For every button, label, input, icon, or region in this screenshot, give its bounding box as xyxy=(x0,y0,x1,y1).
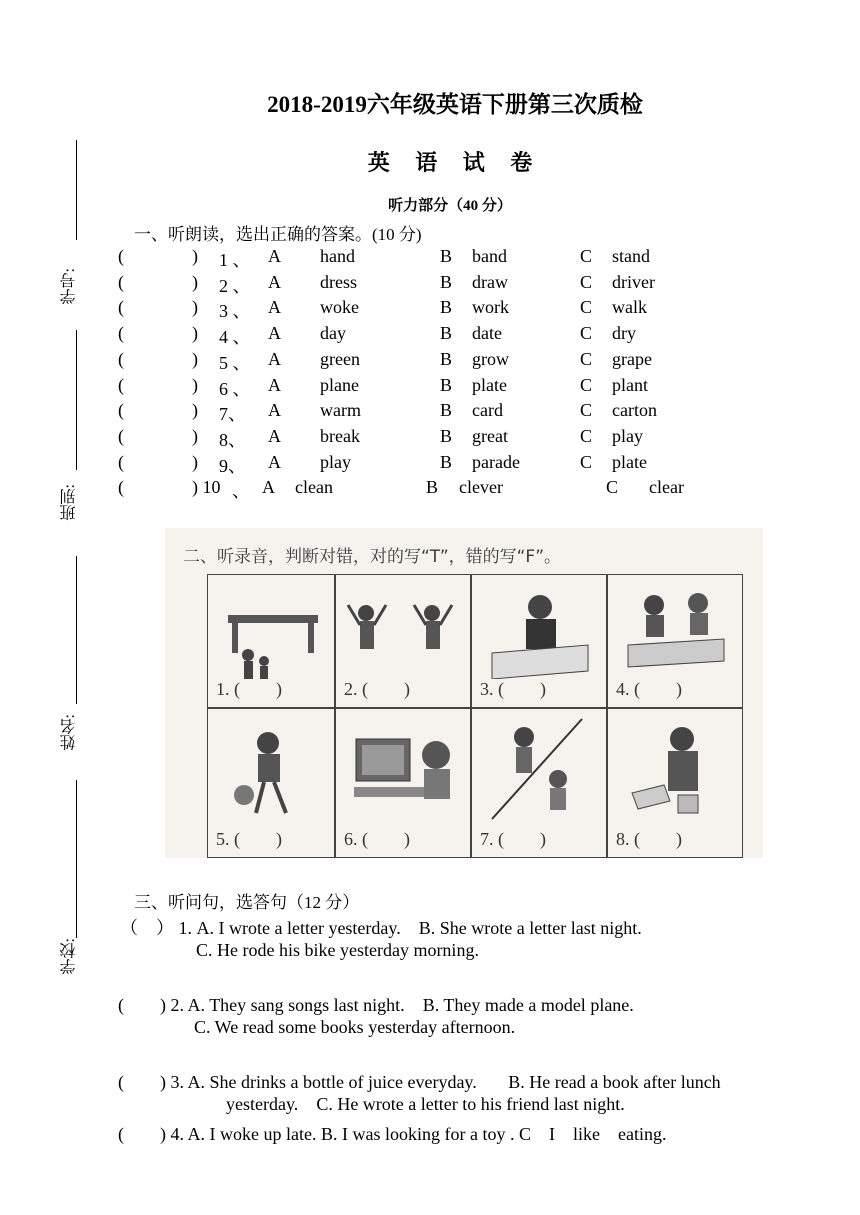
s1-c-word: grape xyxy=(612,348,652,369)
man-reading-letter-icon xyxy=(608,709,744,829)
s1-close: ) xyxy=(192,271,198,292)
s1-c: C xyxy=(580,297,593,318)
s1-a: A xyxy=(268,348,281,369)
boy-basketball-icon xyxy=(208,709,336,829)
s3-question-1 xyxy=(120,914,642,940)
answer-blank[interactable]: ( xyxy=(118,246,124,266)
picture-answer-blank[interactable]: 3. ( ) xyxy=(480,679,546,699)
option-a: A. I wrote a letter yesterday. xyxy=(196,918,401,938)
s1-b-word: clever xyxy=(459,477,503,498)
s1-c-word: carton xyxy=(612,400,657,421)
s1-num: 6 、 xyxy=(219,378,251,399)
s1-a: A xyxy=(268,246,281,266)
answer-blank[interactable]: ( xyxy=(118,425,124,446)
park-gate-family-icon xyxy=(208,575,336,679)
school-label: 学校: xyxy=(61,938,78,975)
answer-blank[interactable]: ( ) xyxy=(118,1124,166,1144)
question-number: 3. xyxy=(170,1072,184,1092)
picture-answer-blank[interactable]: 6. ( ) xyxy=(344,829,410,849)
s1-a-word: play xyxy=(320,451,351,472)
s1-a: A xyxy=(262,477,275,498)
s1-a: A xyxy=(268,297,281,318)
s1-c: C xyxy=(580,400,593,421)
option-b: B. They made a model plane. xyxy=(422,995,634,1015)
s1-num: 3 、 xyxy=(219,301,251,322)
answer-blank[interactable]: ( ) xyxy=(118,995,166,1015)
s1-num: 4 、 xyxy=(219,327,251,348)
option-a: A. I woke up late. xyxy=(187,1124,317,1144)
answer-blank[interactable]: ( xyxy=(118,271,124,292)
margin-line-1 xyxy=(76,140,77,240)
s3-question-4 xyxy=(118,1120,666,1146)
picture-answer-blank[interactable]: 1. ( ) xyxy=(216,679,282,699)
s1-c: C xyxy=(580,451,593,472)
picture-grid xyxy=(207,574,743,864)
women-at-table-icon xyxy=(608,575,744,679)
picture-answer-blank[interactable]: 8. ( ) xyxy=(616,829,682,849)
s1-c-word: driver xyxy=(612,271,655,292)
picture-answer-blank[interactable]: 5. ( ) xyxy=(216,829,282,849)
s1-c: C xyxy=(580,271,593,292)
name-label: 姓名: xyxy=(61,714,78,751)
s1-c-word: plate xyxy=(612,451,647,472)
s1-c-word: dry xyxy=(612,323,636,344)
option-b: B. I was looking for a toy . xyxy=(320,1124,515,1144)
option-b: B. He read a book after lunch xyxy=(508,1072,721,1092)
s1-b: B xyxy=(440,246,453,266)
s1-a: A xyxy=(268,374,281,395)
picture-cell xyxy=(607,708,743,858)
listening-part-heading: 听力部分（40 分） xyxy=(388,198,512,214)
option-c: C. We read some books yesterday afternoon. xyxy=(194,1017,516,1037)
s1-close: ) xyxy=(192,425,198,446)
s1-num: 9、 xyxy=(219,455,246,476)
answer-blank[interactable]: ( xyxy=(118,297,124,318)
s1-a: A xyxy=(268,425,281,446)
s1-a-word: day xyxy=(320,323,346,344)
s3-question-2 xyxy=(118,991,634,1017)
picture-cell xyxy=(335,708,471,858)
s1-a-word: clean xyxy=(295,477,333,498)
s3-question-3 xyxy=(118,1068,721,1094)
s1-num: 、 xyxy=(232,481,250,502)
option-b: B. She wrote a letter last night. xyxy=(418,918,642,938)
s1-question-row xyxy=(0,297,860,323)
s1-b: B xyxy=(440,451,453,472)
answer-blank[interactable]: ( xyxy=(118,374,124,395)
s1-question-row xyxy=(0,272,860,298)
option-c: C. He wrote a letter to his friend last night. xyxy=(316,1094,625,1114)
s1-close: ) xyxy=(192,323,198,344)
s1-a-word: dress xyxy=(320,271,357,292)
s1-b: B xyxy=(440,425,453,446)
s1-b: B xyxy=(440,323,453,344)
exam-title: 2018-2019六年级英语下册第三次质检 xyxy=(267,92,643,117)
s1-b: B xyxy=(440,400,453,421)
s1-b: B xyxy=(440,297,453,318)
s1-question-row xyxy=(0,349,860,375)
picture-answer-blank[interactable]: 7. ( ) xyxy=(480,829,546,849)
s1-close: ) xyxy=(192,400,198,421)
option-b-continued: yesterday. xyxy=(226,1094,299,1114)
s1-b-word: band xyxy=(472,246,507,266)
s1-b-word: work xyxy=(472,297,509,318)
s1-num: 2 、 xyxy=(219,275,251,296)
s1-c-word: clear xyxy=(649,477,684,498)
picture-answer-blank[interactable]: 4. ( ) xyxy=(616,679,682,699)
s1-a-word: green xyxy=(320,348,360,369)
s1-b: B xyxy=(426,477,439,498)
picture-section-panel xyxy=(165,528,763,858)
s1-close: ) xyxy=(192,297,198,318)
s1-c-word: play xyxy=(612,425,643,446)
picture-cell xyxy=(471,574,607,708)
s1-question-row xyxy=(0,323,860,349)
option-a: A. She drinks a bottle of juice everyday. xyxy=(187,1072,477,1092)
s1-c-word: plant xyxy=(612,374,648,395)
class-label: 班别: xyxy=(61,484,78,521)
s1-question-row xyxy=(0,477,860,503)
section2-heading: 二、听录音，判断对错，对的写“T”，错的写“F”。 xyxy=(183,547,562,567)
s1-question-row xyxy=(0,246,860,272)
medal-winners-icon xyxy=(336,575,472,679)
option-c: C. He rode his bike yesterday morning. xyxy=(196,940,479,960)
answer-blank[interactable]: ( xyxy=(118,451,124,472)
s1-a: A xyxy=(268,323,281,344)
s1-c: C xyxy=(580,246,593,266)
s1-num: 5 、 xyxy=(219,352,251,373)
s1-num: 7、 xyxy=(219,404,246,425)
s1-a-word: woke xyxy=(320,297,359,318)
s1-question-row xyxy=(0,452,860,478)
s1-c: C xyxy=(580,374,593,395)
s1-b-word: great xyxy=(472,425,508,446)
s1-num: 1 、 xyxy=(219,250,251,270)
question-number: 4. xyxy=(170,1124,184,1144)
picture-cell xyxy=(471,708,607,858)
question-number: 2. xyxy=(170,995,184,1015)
s1-close: ) xyxy=(192,374,198,395)
s1-c: C xyxy=(580,425,593,446)
picture-cell xyxy=(207,708,335,858)
s1-close: ) xyxy=(192,348,198,369)
s1-c-word: stand xyxy=(612,246,650,266)
s1-b-word: grow xyxy=(472,348,509,369)
answer-blank[interactable]: ( xyxy=(118,348,124,369)
exam-subtitle: 英 语 试 卷 xyxy=(367,150,543,175)
s1-c: C xyxy=(606,477,619,498)
s1-a-word: warm xyxy=(320,400,361,421)
s3-question-3-cont xyxy=(226,1094,625,1115)
s1-c-word: walk xyxy=(612,297,647,318)
s1-question-row xyxy=(0,375,860,401)
boy-computer-icon xyxy=(336,709,472,829)
s1-b: B xyxy=(440,348,453,369)
s1-close: ) xyxy=(192,246,198,266)
picture-cell xyxy=(335,574,471,708)
option-a: A. They sang songs last night. xyxy=(187,995,405,1015)
s1-a-word: break xyxy=(320,425,360,446)
woman-writing-icon xyxy=(472,575,608,679)
s1-question-row xyxy=(0,400,860,426)
section1-heading: 一、听朗读，选出正确的答案。(10 分) xyxy=(134,225,422,244)
s1-b-word: date xyxy=(472,323,502,344)
student-no-label: 学号: xyxy=(61,268,78,305)
margin-line-4 xyxy=(76,780,77,938)
picture-answer-blank[interactable]: 2. ( ) xyxy=(344,679,410,699)
section3-heading: 三、听问句，选答句（12 分） xyxy=(134,893,360,912)
s1-a: A xyxy=(268,271,281,292)
s1-a-word: hand xyxy=(320,246,355,266)
s1-c: C xyxy=(580,348,593,369)
mother-child-icon xyxy=(472,709,608,829)
s1-b: B xyxy=(440,271,453,292)
picture-cell xyxy=(207,574,335,708)
margin-line-3 xyxy=(76,556,77,704)
answer-blank[interactable]: ( xyxy=(118,323,124,344)
option-c: C I like eating. xyxy=(518,1124,667,1144)
s1-a-word: plane xyxy=(320,374,359,395)
s1-b-word: draw xyxy=(472,271,508,292)
picture-cell xyxy=(607,574,743,708)
s1-close: ) 10 xyxy=(192,477,221,498)
answer-blank[interactable]: ( xyxy=(118,400,124,421)
s1-num: 8、 xyxy=(219,429,246,450)
s1-a: A xyxy=(268,451,281,472)
answer-blank[interactable]: ( ) xyxy=(118,1072,166,1092)
s1-question-row xyxy=(0,426,860,452)
s1-c: C xyxy=(580,323,593,344)
s1-b-word: card xyxy=(472,400,503,421)
s1-b-word: plate xyxy=(472,374,507,395)
s1-b: B xyxy=(440,374,453,395)
s1-close: ) xyxy=(192,451,198,472)
answer-blank[interactable]: ( xyxy=(118,477,124,498)
answer-blank[interactable]: （ ） xyxy=(120,918,174,938)
s1-a: A xyxy=(268,400,281,421)
s1-b-word: parade xyxy=(472,451,520,472)
question-number: 1. xyxy=(178,918,192,938)
